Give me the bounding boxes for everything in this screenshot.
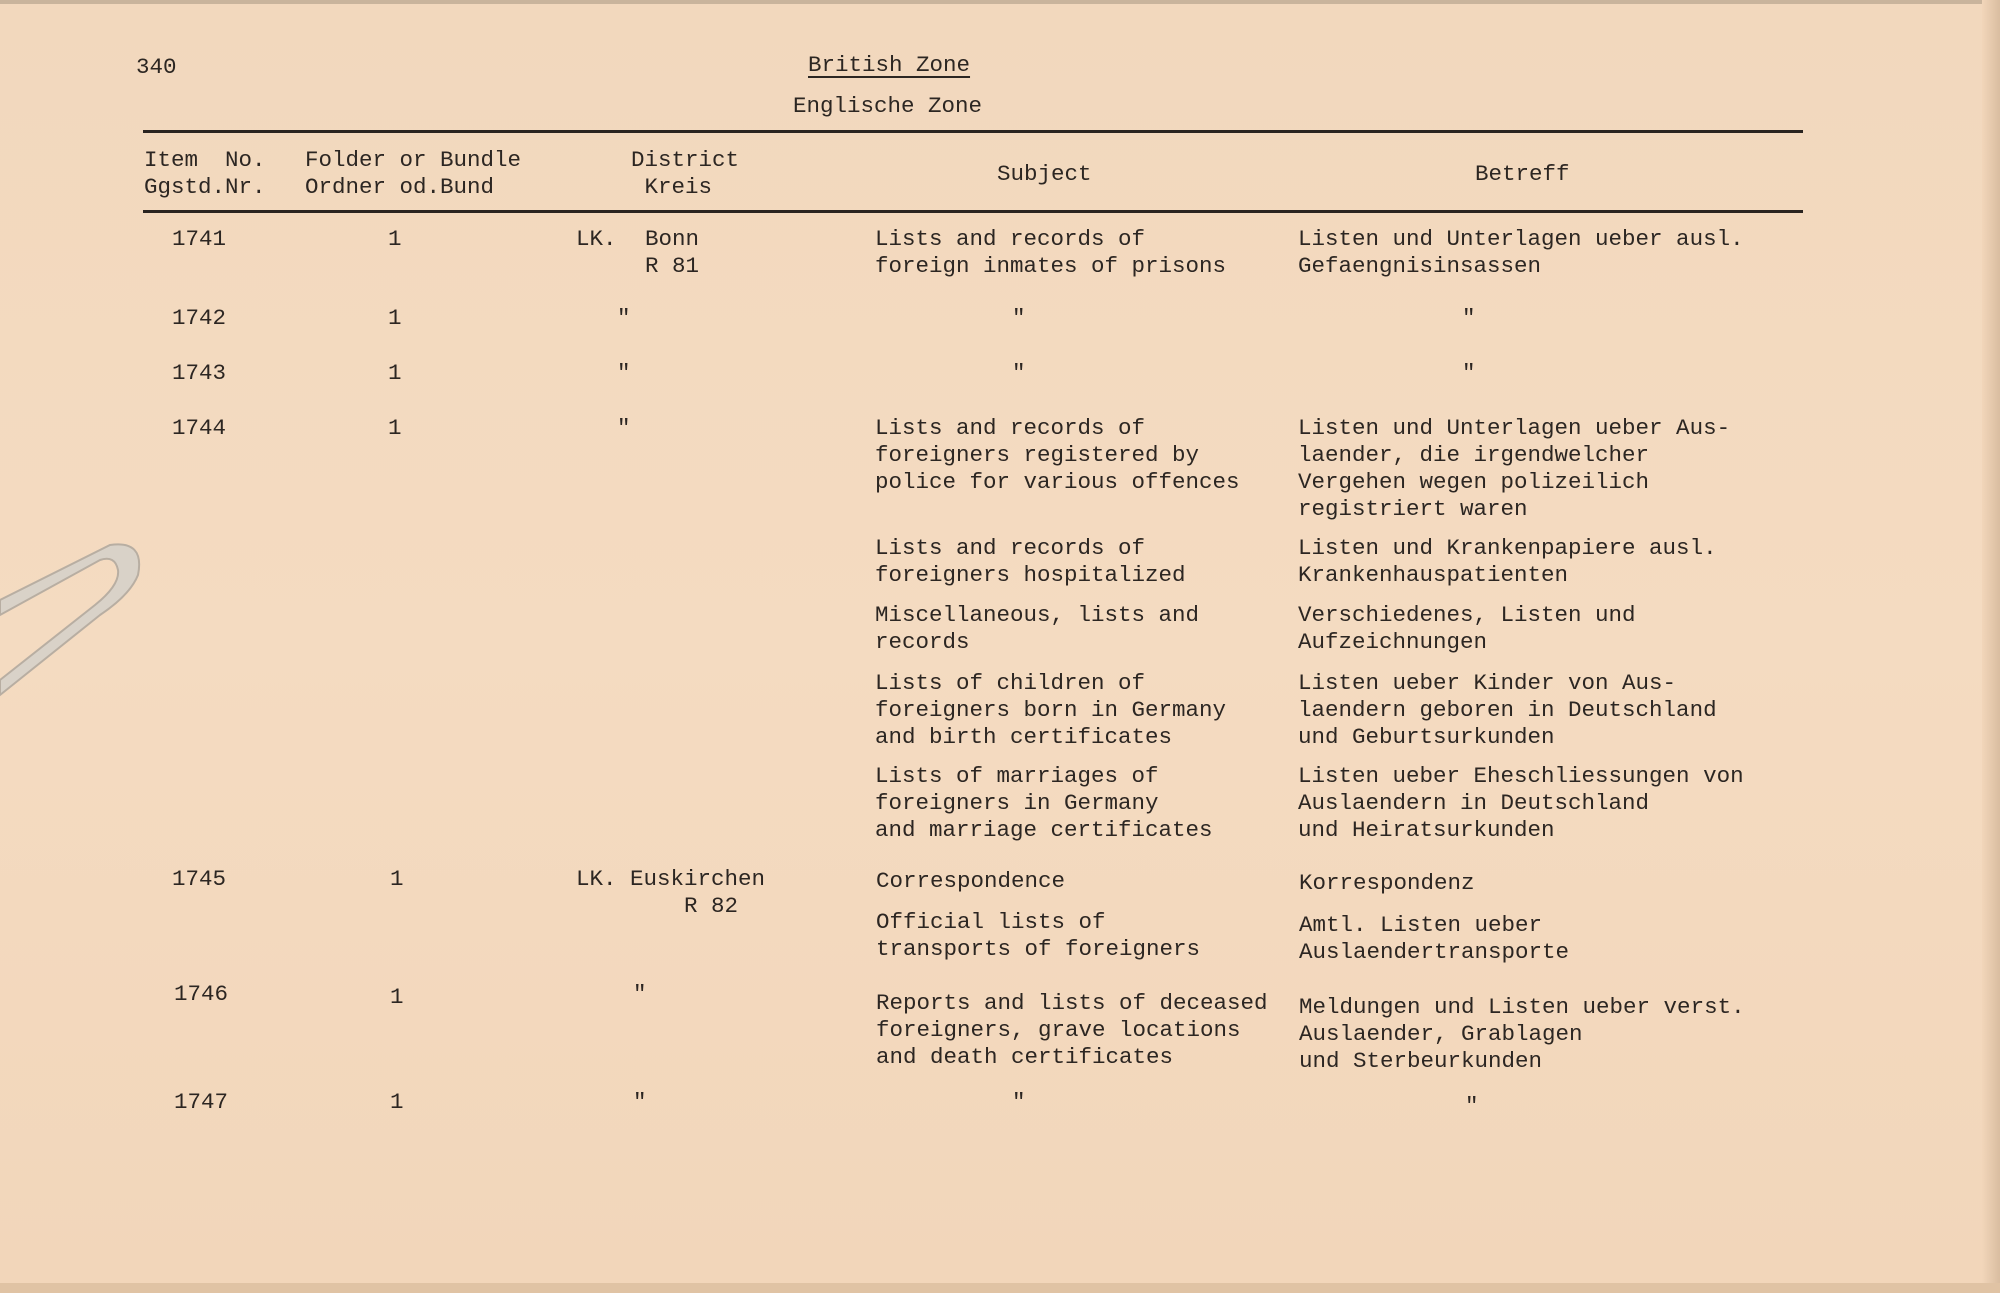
item-number: 1743 <box>172 360 227 386</box>
header-district: District Kreis <box>631 147 740 200</box>
subject-ditto: " <box>1012 360 1026 386</box>
item-number: 1741 <box>172 226 227 252</box>
item-number: 1744 <box>172 415 227 441</box>
item-number: 1745 <box>172 866 227 892</box>
betreff: Listen und Krankenpapiere ausl. Krankenhauspatienten <box>1298 535 1717 588</box>
header-subject: Subject <box>997 161 1092 187</box>
subject: Lists of marriages of foreigners in Germany and marriage certificates <box>875 763 1213 843</box>
folder-number: 1 <box>388 360 402 386</box>
page-title <box>808 52 970 79</box>
subject: Official lists of transports of foreigners <box>876 909 1201 962</box>
betreff: Listen ueber Eheschliessungen von Auslaendern in Deutschland und Heiratsurkunden <box>1298 763 1744 843</box>
betreff: Listen ueber Kinder von Aus- laendern geboren in Deutschland und Geburtsurkunden <box>1298 670 1717 750</box>
subject: Lists of children of foreigners born in Germany and birth certificates <box>875 670 1227 750</box>
item-number: 1742 <box>172 305 227 331</box>
subject: Lists and records of foreign inmates of prisons <box>875 226 1227 279</box>
page-subtitle: Englische Zone <box>793 93 983 119</box>
betreff: Korrespondenz <box>1299 870 1475 896</box>
page-bottom-edge <box>0 1283 2000 1293</box>
district-ditto: " <box>633 1089 647 1115</box>
district-ditto: " <box>633 981 647 1007</box>
subject: Lists and records of foreigners registered by police for various offences <box>875 415 1240 495</box>
page-number: 340 <box>136 54 177 80</box>
betreff: Listen und Unterlagen ueber ausl. Gefaengnisinsassen <box>1298 226 1744 279</box>
betreff-ditto: " <box>1465 1093 1479 1119</box>
top-rule <box>143 130 1803 133</box>
district: LK. Euskirchen R 82 <box>576 866 766 919</box>
district-ditto: " <box>617 415 631 441</box>
folder-number: 1 <box>390 866 404 892</box>
folder-number: 1 <box>388 226 402 252</box>
item-number: 1746 <box>174 981 229 1007</box>
betreff: Meldungen und Listen ueber verst. Auslaender, Grablagen und Sterbeurkunden <box>1299 994 1745 1074</box>
subject: Reports and lists of deceased foreigners, grave locations and death certificates <box>876 990 1268 1070</box>
header-item: Item No. Ggstd.Nr. <box>144 147 266 200</box>
betreff: Amtl. Listen ueber Auslaendertransporte <box>1299 912 1570 965</box>
district: Bonn R 81 <box>645 226 700 279</box>
folder-number: 1 <box>388 305 402 331</box>
paper-clip-icon <box>0 540 150 710</box>
page-top-edge <box>0 0 2000 4</box>
district-prefix: LK. <box>576 226 617 252</box>
betreff: Verschiedenes, Listen und Aufzeichnungen <box>1298 602 1636 655</box>
folder-number: 1 <box>390 984 404 1010</box>
header-betreff: Betreff <box>1475 161 1570 187</box>
district-ditto: " <box>617 305 631 331</box>
subject-ditto: " <box>1012 305 1026 331</box>
item-number: 1747 <box>174 1089 229 1115</box>
betreff-ditto: " <box>1462 360 1476 386</box>
subject-ditto: " <box>1012 1089 1026 1115</box>
page-right-edge <box>1982 0 2000 1293</box>
title-text: British Zone <box>808 52 971 78</box>
subject: Miscellaneous, lists and records <box>875 602 1200 655</box>
folder-number: 1 <box>388 415 402 441</box>
subject: Correspondence <box>876 868 1066 894</box>
betreff-ditto: " <box>1462 305 1476 331</box>
subject: Lists and records of foreigners hospitalized <box>875 535 1186 588</box>
district-ditto: " <box>617 360 631 386</box>
header-rule <box>143 210 1803 213</box>
folder-number: 1 <box>390 1089 404 1115</box>
header-folder: Folder or Bundle Ordner od.Bund <box>305 147 522 200</box>
betreff: Listen und Unterlagen ueber Aus- laender, die irgendwelcher Vergehen wegen polizeilich registriert waren <box>1298 415 1731 522</box>
